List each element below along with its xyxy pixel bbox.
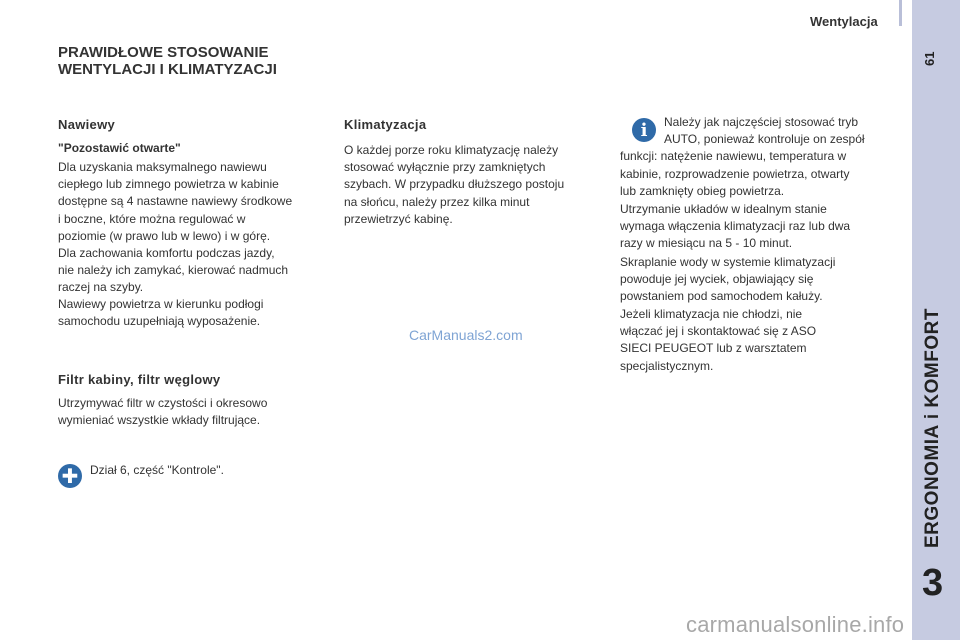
paragraph-info-3 xyxy=(620,254,890,306)
text-line: Skraplanie wody w systemie klimatyzacji xyxy=(620,255,836,269)
text-line: Dla zachowania komfortu podczas jazdy, xyxy=(58,246,275,261)
text-line: powoduje jej wyciek, objawiający się xyxy=(620,272,814,287)
text-line: samochodu uzupełniają wyposażenie. xyxy=(58,314,261,329)
text-line: poziomie (w prawo lub w lewo) i w górę. xyxy=(58,228,271,243)
paragraph-info-2 xyxy=(620,201,890,253)
paragraph-filtr xyxy=(58,395,314,429)
header-divider xyxy=(899,0,902,26)
text-line: Należy jak najczęściej stosować tryb xyxy=(664,115,859,129)
info-icon: i xyxy=(632,118,656,142)
text-line: lub zamknięty obieg powietrza. xyxy=(620,183,785,198)
text-line: wymieniać wszystkie wkłady filtrujące. xyxy=(58,413,261,428)
paragraph-nawiewy-2 xyxy=(58,296,314,330)
paragraph-info-1 xyxy=(620,114,894,200)
text-line: AUTO, ponieważ kontroluje on zespół xyxy=(664,132,865,147)
watermark-carmanuals2: CarManuals2.com xyxy=(409,327,523,343)
plus-icon: ✚ xyxy=(58,464,82,488)
text-line: specjalistycznym. xyxy=(620,358,714,373)
text-line: szybach. W przypadku dłuższego postoju xyxy=(344,177,565,192)
watermark-carmanualsonline: carmanualsonline.info xyxy=(686,612,905,637)
section-heading-klimatyzacja: Klimatyzacja xyxy=(344,117,427,132)
chapter-title: ERGONOMIA i KOMFORT xyxy=(922,308,943,548)
text-line: Jeżeli klimatyzacja nie chłodzi, nie xyxy=(620,307,803,321)
paragraph-info-4 xyxy=(620,306,890,375)
header-title: Wentylacja xyxy=(810,14,878,29)
text-line: powstaniem pod samochodem kałuży. xyxy=(620,289,823,304)
text-line: i boczne, które można regulować w xyxy=(58,211,246,226)
reference-kontrole: Dział 6, część "Kontrole". xyxy=(90,463,224,477)
text-line: Utrzymanie układów w idealnym stanie xyxy=(620,202,827,216)
subheading-pozostawic-otwarte: "Pozostawić otwarte" xyxy=(58,141,181,155)
text-line: stosować wyłącznie przy zamkniętych xyxy=(344,160,546,175)
text-line: Dla uzyskania maksymalnego nawiewu xyxy=(58,160,267,174)
section-heading-nawiewy: Nawiewy xyxy=(58,117,116,132)
text-line: ciepłego lub zimnego powietrza w kabinie xyxy=(58,177,279,192)
text-line: raczej na szyby. xyxy=(58,280,144,295)
chapter-title-container xyxy=(912,300,960,550)
text-line: dostępne są 4 nastawne nawiewy środkowe xyxy=(58,194,293,209)
text-line: Nawiewy powietrza w kierunku podłogi xyxy=(58,297,264,311)
text-line: O każdej porze roku klimatyzację należy xyxy=(344,143,559,157)
paragraph-klimatyzacja xyxy=(344,142,606,228)
page-title: PRAWIDŁOWE STOSOWANIE WENTYLACJI I KLIMATYZACJI xyxy=(58,44,277,78)
section-heading-filtr: Filtr kabiny, filtr węglowy xyxy=(58,372,221,387)
text-line: kabinie, rozprowadzenie powietrza, otwarty xyxy=(620,166,850,181)
text-line: SIECI PEUGEOT lub z warsztatem xyxy=(620,341,807,356)
text-line: na słońcu, należy przez kilka minut xyxy=(344,194,530,209)
paragraph-nawiewy-1 xyxy=(58,159,314,297)
text-line: funkcji: natężenie nawiewu, temperatura w xyxy=(620,149,847,164)
page-number: 61 xyxy=(922,51,937,66)
chapter-number: 3 xyxy=(922,562,944,604)
text-line: nie należy ich zamykać, kierować nadmuch xyxy=(58,263,289,278)
text-line: włączać jej i skontaktować się z ASO xyxy=(620,324,817,339)
text-line: razy w miesiącu na 5 - 10 minut. xyxy=(620,236,793,251)
text-line: przewietrzyć kabinę. xyxy=(344,211,453,226)
text-line: Utrzymywać filtr w czystości i okresowo xyxy=(58,396,268,410)
text-line: wymaga włączenia klimatyzacji raz lub dwa xyxy=(620,219,851,234)
